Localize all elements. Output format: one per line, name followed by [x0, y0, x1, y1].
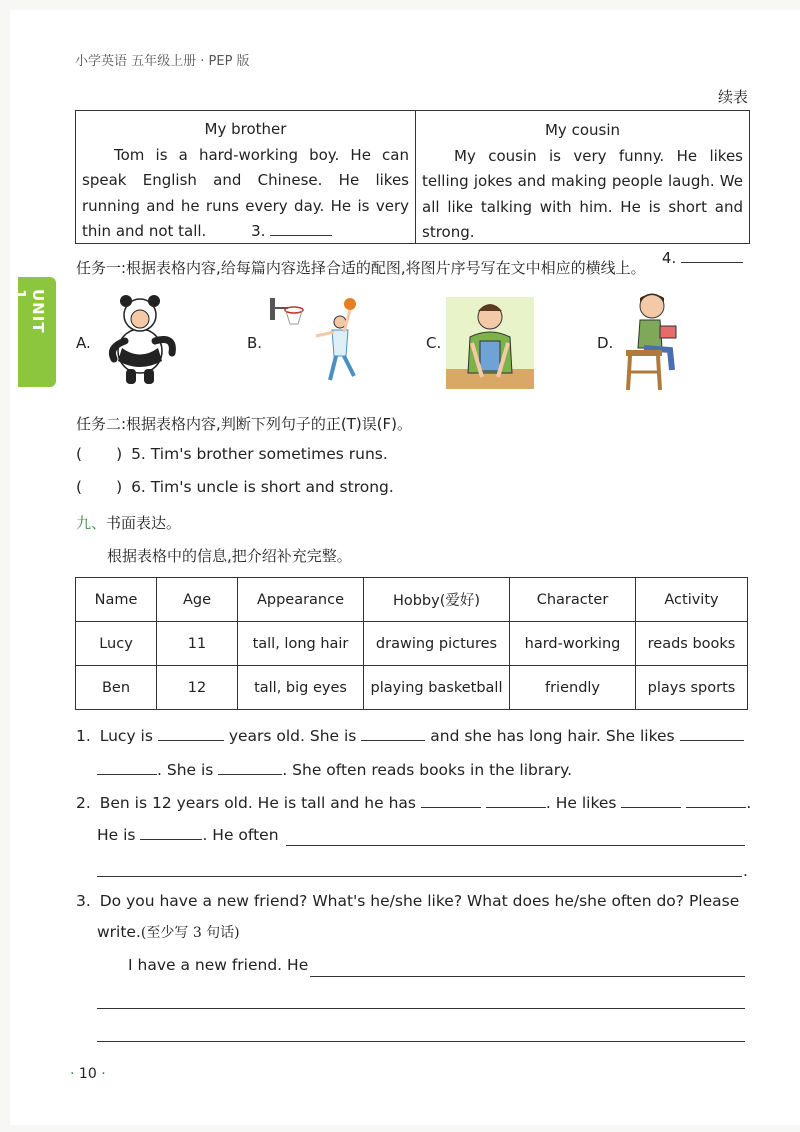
tf-item-6: ( ) 6. Tim's uncle is short and strong. [76, 478, 394, 496]
book-title: 小学英语 五年级上册 · PEP 版 [75, 54, 250, 69]
q3-answer-line-1[interactable] [310, 976, 745, 977]
picture-label-d: D. [597, 334, 614, 352]
blank-4-number: 4. [661, 248, 677, 267]
farmer-icon [446, 297, 534, 389]
panda-costume-icon [100, 293, 180, 388]
q2-answer-line-2[interactable] [97, 876, 742, 877]
q2-end-period: . [743, 862, 748, 880]
picture-label-a: A. [76, 334, 91, 352]
q3-answer-line-2[interactable] [97, 1008, 745, 1009]
q1-blank-age[interactable] [158, 726, 224, 741]
reading-boy-icon [620, 290, 690, 390]
section-9-heading: 九、书面表达。 [76, 514, 182, 532]
writing-q3-line2: write.(至少写 3 句话) [97, 923, 240, 941]
task-2-instruction: 任务二:根据表格内容,判断下列句子的正(T)误(F)。 [76, 415, 413, 433]
info-table [75, 577, 748, 710]
writing-q3-start: I have a new friend. He [128, 956, 309, 974]
brother-title: My brother [204, 120, 287, 138]
q3-answer-line-3[interactable] [97, 1041, 745, 1042]
picture-label-b: B. [247, 334, 263, 352]
q2-blank-hobby-2[interactable] [686, 793, 746, 808]
cousin-text: My cousin is very funny. He likes telling jokes and making people laugh. We all like talking with him. He is short and strong. [422, 146, 743, 241]
q1-blank-hobby[interactable] [680, 726, 744, 741]
table-header-row: Name Age Appearance Hobby(爱好) Character Activity [76, 578, 748, 622]
tf-item-5: ( ) 5. Tim's brother sometimes runs. [76, 445, 388, 463]
page-number: · 10 · [70, 1066, 106, 1082]
brother-text: Tom is a hard-working boy. He can speak English and Chinese. He likes running and he runs every day. He is very thin and not tall. 3. [82, 145, 409, 240]
q1-blank-hobby-cont[interactable] [97, 760, 157, 775]
table-row: Ben 12 tall, big eyes playing basketball friendly plays sports [76, 666, 748, 710]
writing-q2-line1: 2. Ben is 12 years old. He is tall and he has . He likes . [76, 794, 752, 812]
brother-column [82, 117, 409, 245]
continued-label: 续表 [718, 88, 749, 106]
cousin-title: My cousin [544, 121, 620, 139]
task-1-instruction: 任务一:根据表格内容,给每篇内容选择合适的配图,将图片序号写在文中相应的横线上。 [76, 259, 646, 277]
writing-q1-line2: . She is . She often reads books in the library. [97, 760, 572, 779]
q2-answer-line-1[interactable] [286, 845, 745, 846]
q2-blank-appearance-2[interactable] [486, 793, 546, 808]
q1-blank-character[interactable] [218, 760, 282, 775]
cousin-column [422, 118, 743, 271]
writing-q1-line1: 1. Lucy is years old. She is and she has long hair. She likes [76, 726, 744, 745]
basketball-player-icon [268, 294, 368, 386]
answer-blank-3[interactable] [270, 221, 332, 236]
q2-blank-character[interactable] [140, 825, 202, 840]
q2-blank-appearance-1[interactable] [421, 793, 481, 808]
q1-blank-appearance[interactable] [361, 726, 425, 741]
blank-3-number: 3. [251, 222, 266, 240]
writing-q3-line1: 3. Do you have a new friend? What's he/she like? What does he/she often do? Please [76, 892, 740, 910]
reading-table [75, 110, 750, 267]
answer-blank-4[interactable] [681, 248, 743, 263]
section-9-instruction: 根据表格中的信息,把介绍补充完整。 [107, 547, 352, 565]
unit-tab: UNIT 1 [18, 277, 56, 387]
writing-q2-line2: He is . He often [97, 826, 279, 844]
q2-blank-hobby-1[interactable] [621, 793, 681, 808]
table-row: Lucy 11 tall, long hair drawing pictures hard-working reads books [76, 622, 748, 666]
picture-label-c: C. [426, 334, 442, 352]
table-divider [415, 111, 416, 243]
